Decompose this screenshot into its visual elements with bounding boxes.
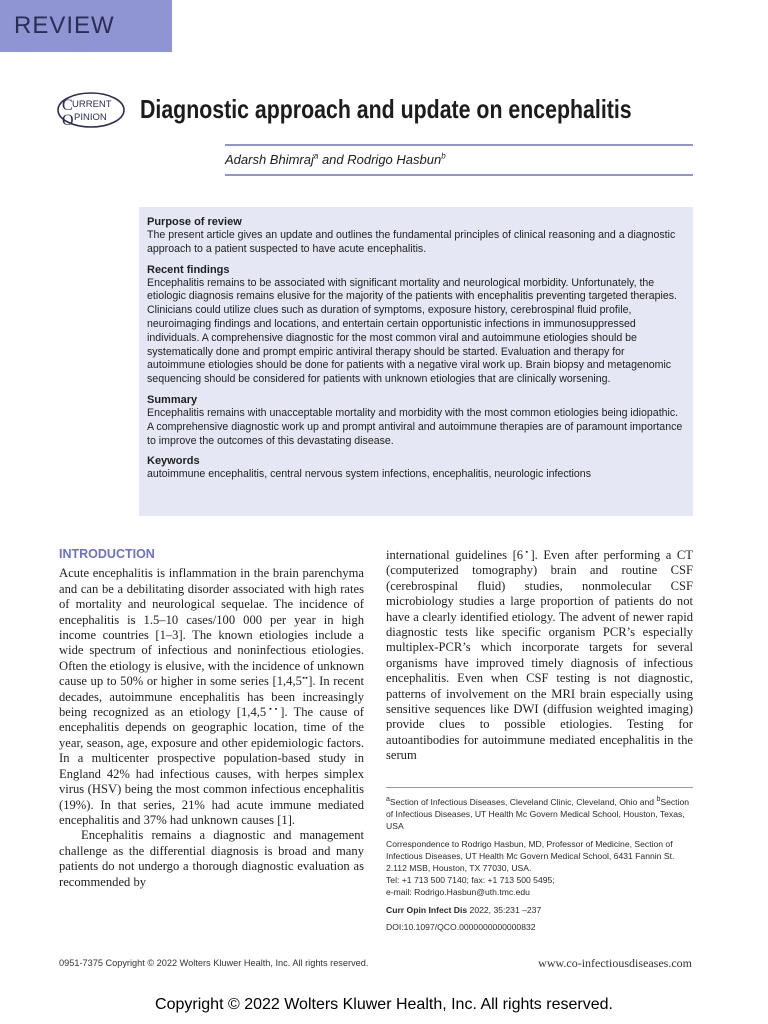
title-rule-bottom: [225, 174, 693, 176]
section-tab: REVIEW: [0, 0, 172, 52]
purpose-text: The present article gives an update and outlines the fundamental principles of clinical reasoning and a diagnostic approach to a patient suspected to have acute encephalitis.: [147, 229, 676, 255]
footer-issn-copyright: 0951-7375 Copyright © 2022 Wolters Kluwer Health, Inc. All rights reserved.: [59, 958, 369, 968]
article-title: Diagnostic approach and update on encephalitis: [140, 94, 632, 124]
right-column: [386, 548, 693, 764]
author-joiner: and: [318, 152, 348, 167]
title-rule-top: [225, 144, 693, 146]
purpose-heading: Purpose of review: [147, 216, 242, 228]
summary-heading: Summary: [147, 393, 198, 406]
author-2-affiliation: b: [441, 151, 446, 161]
contact-email: e-mail: Rodrigo.Hasbun@uth.tmc.edu: [386, 887, 530, 898]
correspondence: Correspondence to Rodrigo Hasbun, MD, Professor of Medicine, Section of Infectious Diseases, UT Health Mc Govern Medical School, 6431 Fannin St. 2.112 MSB, Houston, TX 77030, USA.: [386, 838, 675, 874]
findings-heading: Recent findings: [147, 263, 230, 276]
svg-text:O: O: [62, 112, 74, 129]
abstract-box: [139, 207, 693, 516]
author-1-affiliation: a: [313, 151, 319, 161]
doi: DOI:10.1097/QCO.0000000000000832: [386, 921, 536, 932]
affiliations: $^a$Section of Infectious Diseases, Cleveland Clinic, Cleveland, Ohio and $^b$Section of Infectious Diseases, UT Health Mc Govern Medical School, Houston, Texas, USA: [386, 796, 690, 832]
contact-phone: Tel: +1 713 500 7140; fax: +1 713 500 5495;: [386, 875, 555, 886]
intro-paragraph-1: Acute encephalitis is inflammation in the brain parenchyma and can be a debilitating disorder associated with high rates of mortality and neurological sequelae. The incidence of encephalitis is 1.5–10 cases/100 000 per year in high income countries [1–3]. The known etiologies include a wide spectrum of infectious and noninfectious etiologies. Often the etiology is elusive, with the incidence of unknown cause up to 50% or higher in some series [1,4,5▪▪]. In recent decades, autoimmune encephalitis has been increasingly being recognized as an etiology [1,4,5▪▪]. The cause of encephalitis depends on geographic location, time of the year, season, age, exposure and other epidemiologic factors. In a multicenter prospective population-based study in England 42% had infectious causes, with herpes simplex virus (HSV) being the most common infectious encephalitis (19%). In that series, 21% had acute immune mediated encephalitis and 37% had unknown causes [1].: [59, 566, 365, 827]
introduction-heading: INTRODUCTION: [59, 547, 155, 561]
right-paragraph: international guidelines [6▪]. Even after performing a CT (computerized tomography) brain and routine CSF (cerebrospinal fluid) studies, nonmolecular CSF microbiology studies a large proportion of patients do not have a clearly identified etiology. The advent of newer rapid diagnostic tests like specific organism PCR’s especially multiplex-PCR’s which incorporate targets for several organisms have improved timely diagnosis of infectious encephalitis. Even when CSF testing is not diagnostic, patterns of involvement on the MRI brain especially using sensitive sequences like DWI (diffusion weighted imaging) provide clues to possible etiologies. Testing for autoantibodies for autoimmune mediated encephalitis in the serum: [386, 547, 693, 763]
author-1: Adarsh Bhimraj: [225, 152, 314, 167]
keywords-heading: Keywords: [147, 455, 200, 468]
svg-text:C: C: [62, 97, 73, 114]
current-opinion-logo: [56, 90, 126, 130]
keywords-text: autoimmune encephalitis, central nervous system infections, encephalitis, neurologic infections: [147, 468, 591, 481]
footer-website: www.co-infectiousdiseases.com: [538, 956, 692, 970]
logo-line1: URRENT: [72, 99, 112, 110]
left-column: [59, 547, 364, 890]
footnotes: [386, 796, 696, 938]
intro-paragraph-2: Encephalitis remains a diagnostic and management challenge as the differential diagnosis is broad and many patients do not undergo a thorough diagnostic evaluation as recommended by: [59, 828, 364, 889]
author-2: Rodrigo Hasbun: [347, 152, 442, 167]
page-copyright: Copyright © 2022 Wolters Kluwer Health, Inc. All rights reserved.: [155, 996, 613, 1013]
footnote-rule: [386, 787, 693, 788]
journal-citation: Curr Opin Infect Dis 2022, 35:231 –237: [386, 904, 542, 915]
findings-text: Encephalitis remains to be associated with significant mortality and neurological morbidity. Unfortunately, the etiologic diagnosis remains elusive for the majority of the patients with encephalitis preventing targeted therapies. Clinicians could utilize clues such as duration of symptoms, exposure history, cerebrospinal fluid profile, neuroimaging findings and locations, and entertain certain opportunistic infections in immunosuppressed individuals. A comprehensive diagnostic for the most common viral and autoimmune etiologies should be systematically done and prompt empiric antiviral therapy should be started. Evaluation and therapy for autoimmune etiologies should be done for patients with a negative viral work up. Brain biopsy and metagenomic sequencing should be considered for patients with unknown etiologies that are clinically worsening.: [147, 276, 677, 386]
summary-text: Encephalitis remains with unacceptable mortality and morbidity with the most common etiologies being idiopathic. A comprehensive diagnostic work up and prompt antiviral and autoimmune therapies are of paramount importance to improve the outcomes of this devastating disease.: [147, 406, 683, 447]
logo-line2: PINION: [74, 112, 107, 123]
author-line: [225, 152, 446, 167]
